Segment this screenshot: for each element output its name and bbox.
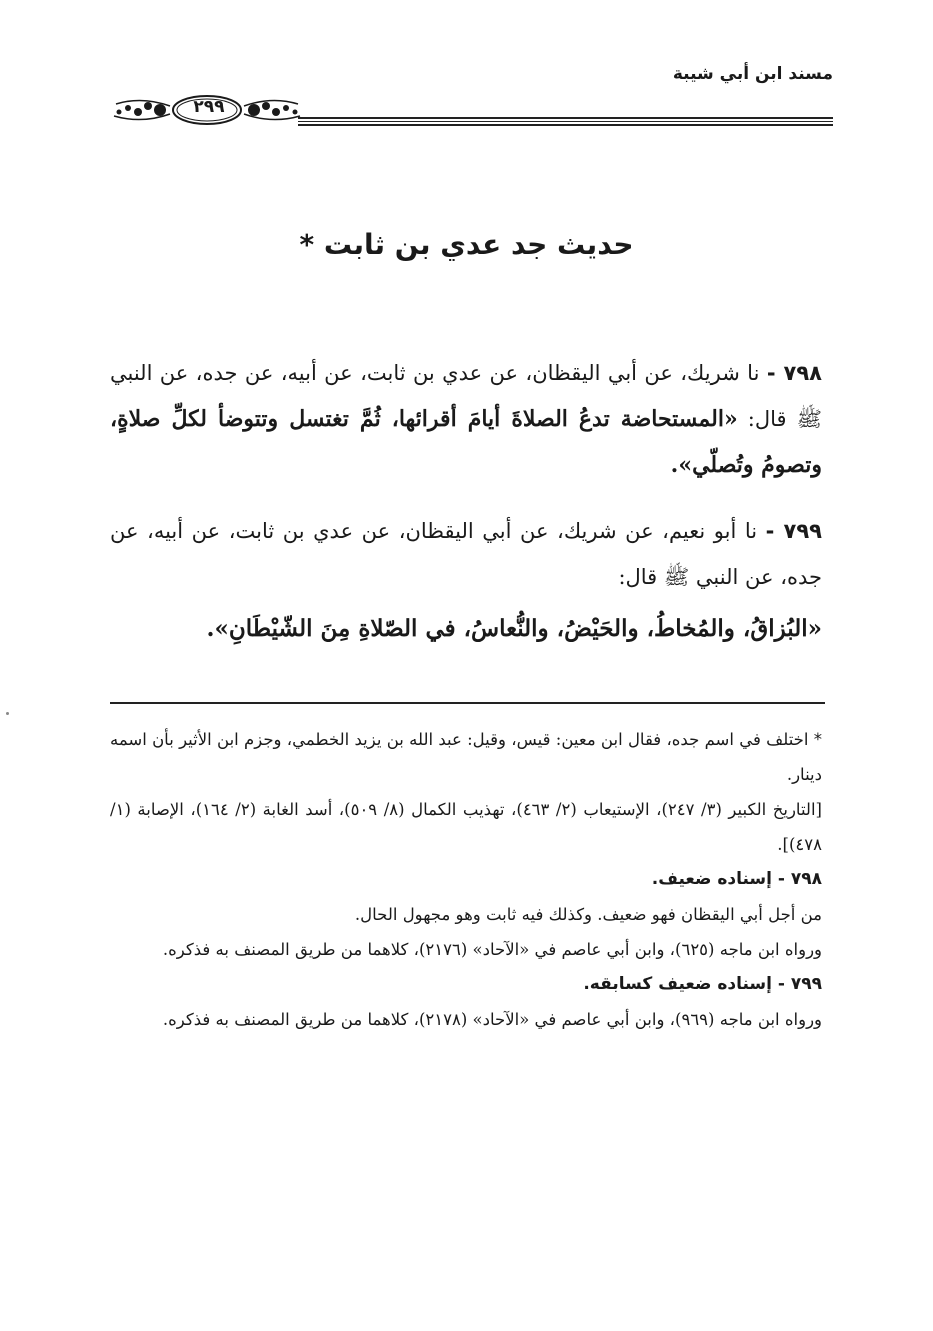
header-rule	[298, 117, 833, 119]
footnote-798	[110, 862, 822, 967]
footnote-grade: ٧٩٨ - إسناده ضعيف.	[651, 869, 822, 889]
hadith-isnad: نا أبو نعيم، عن شريك، عن أبي اليقظان، عن عدي بن ثابت، عن أبيه، عن جده، عن النبي ﷺ قال:	[110, 519, 822, 589]
footnote-line: من أجل أبي اليقظان فهو ضعيف. وكذلك فيه ثابت وهو مجهول الحال.	[354, 905, 822, 924]
footnote-line: ورواه ابن ماجه (٦٢٥)، وابن أبي عاصم في «الآحاد» (٢١٧٦)، كلاهما من طريق المصنف به فذكره.	[162, 940, 822, 959]
header-rule	[298, 124, 833, 126]
hadith-matn: «البُزاقُ، والمُخاطُ، والحَيْضُ، والنُّعاسُ، في الصّلاةِ مِنَ الشّيْطَانِ».	[206, 615, 822, 642]
footnote-grade: ٧٩٩ - إسناده ضعيف كسابقه.	[583, 974, 822, 994]
hadith-798	[110, 350, 822, 488]
hadith-isnad: نا شريك، عن أبي اليقظان، عن عدي بن ثابت، عن أبيه، عن جده، عن النبي ﷺ قال:	[110, 361, 822, 431]
running-title: مسند ابن أبي شيبة	[672, 64, 833, 84]
footnotes	[110, 722, 822, 1037]
footnote-marker: *	[813, 730, 822, 749]
chapter-title-text: حديث جد عدي بن ثابت	[323, 228, 634, 261]
header-rule	[298, 121, 833, 122]
hadith-number: ٧٩٩ -	[765, 519, 822, 543]
footnote-star	[110, 722, 822, 862]
footnote-marker: *	[299, 228, 315, 261]
footnote-divider	[110, 702, 825, 704]
footnote-references: [التاريخ الكبير (٣/ ٢٤٧)، الإستيعاب (٢/ ٤٦٣)، تهذيب الكمال (٨/ ٥٠٩)، أسد الغابة (٢/ ١٦٤)، الإصابة (١/ ٤٧٨)].	[110, 800, 822, 854]
margin-speck	[6, 712, 9, 715]
footnote-line: ورواه ابن ماجه (٩٦٩)، وابن أبي عاصم في «الآحاد» (٢١٧٨)، كلاهما من طريق المصنف به فذكره.	[162, 1010, 822, 1029]
page-number: ٢٩٩	[193, 97, 225, 117]
hadith-799	[110, 508, 822, 652]
footnote-799	[110, 967, 822, 1037]
hadith-number: ٧٩٨ -	[766, 361, 822, 385]
hadith-matn: «المستحاضة تدعُ الصلاةَ أيامَ أقرائها، ثُمَّ تغتسل وتتوضأ لكلِّ صلاةٍ، وتصومُ وتُصلّي».	[110, 406, 822, 478]
footnote-text: اختلف في اسم جده، فقال ابن معين: قيس، وقيل: عبد الله بن يزيد الخطمي، وجزم ابن الأثير بأن اسمه دينار.	[110, 730, 822, 784]
chapter-title	[0, 228, 933, 261]
